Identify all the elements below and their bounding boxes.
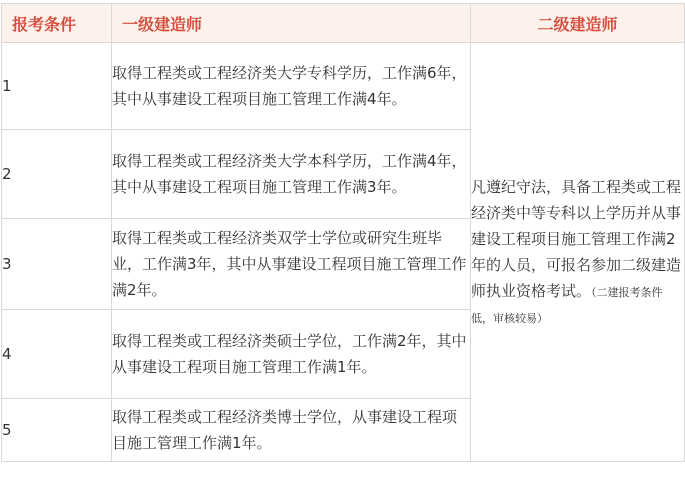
first-level-condition: 取得工程类或工程经济类大学专科学历，工作满6年，其中从事建设工程项目施工管理工作满4年。 bbox=[112, 43, 471, 130]
second-level-note: （二建报考条件低，审核较易） bbox=[471, 286, 663, 325]
first-level-condition: 取得工程类或工程经济类大学本科学历，工作满4年，其中从事建设工程项目施工管理工作满3年。 bbox=[112, 130, 471, 219]
first-level-condition: 取得工程类或工程经济类双学士学位或研究生班毕业，工作满3年，其中从事建设工程项目施工管理工作满2年。 bbox=[112, 219, 471, 310]
row-number: 1 bbox=[2, 43, 112, 130]
header-requirements-label: 报考条件 bbox=[12, 14, 77, 34]
first-level-condition: 取得工程类或工程经济类博士学位，从事建设工程项目施工管理工作满1年。 bbox=[112, 399, 471, 462]
header-first-level-label: 一级建造师 bbox=[122, 14, 203, 34]
header-requirements bbox=[2, 4, 112, 43]
requirements-table bbox=[1, 3, 685, 462]
header-row bbox=[2, 4, 685, 43]
table-row bbox=[2, 43, 685, 130]
second-level-condition bbox=[471, 43, 685, 462]
row-number: 4 bbox=[2, 310, 112, 399]
second-level-main-text: 凡遵纪守法，具备工程类或工程经济类中等专科以上学历并从事建设工程项目施工管理工作满2年的人员，可报名参加二级建造师执业资格考试。 bbox=[471, 178, 682, 300]
header-first-level bbox=[112, 4, 471, 43]
first-level-condition: 取得工程类或工程经济类硕士学位，工作满2年，其中从事建设工程项目施工管理工作满1年。 bbox=[112, 310, 471, 399]
row-number: 5 bbox=[2, 399, 112, 462]
row-number: 3 bbox=[2, 219, 112, 310]
row-number: 2 bbox=[2, 130, 112, 219]
header-second-level-label: 二级建造师 bbox=[537, 14, 618, 34]
header-second-level bbox=[471, 4, 685, 43]
